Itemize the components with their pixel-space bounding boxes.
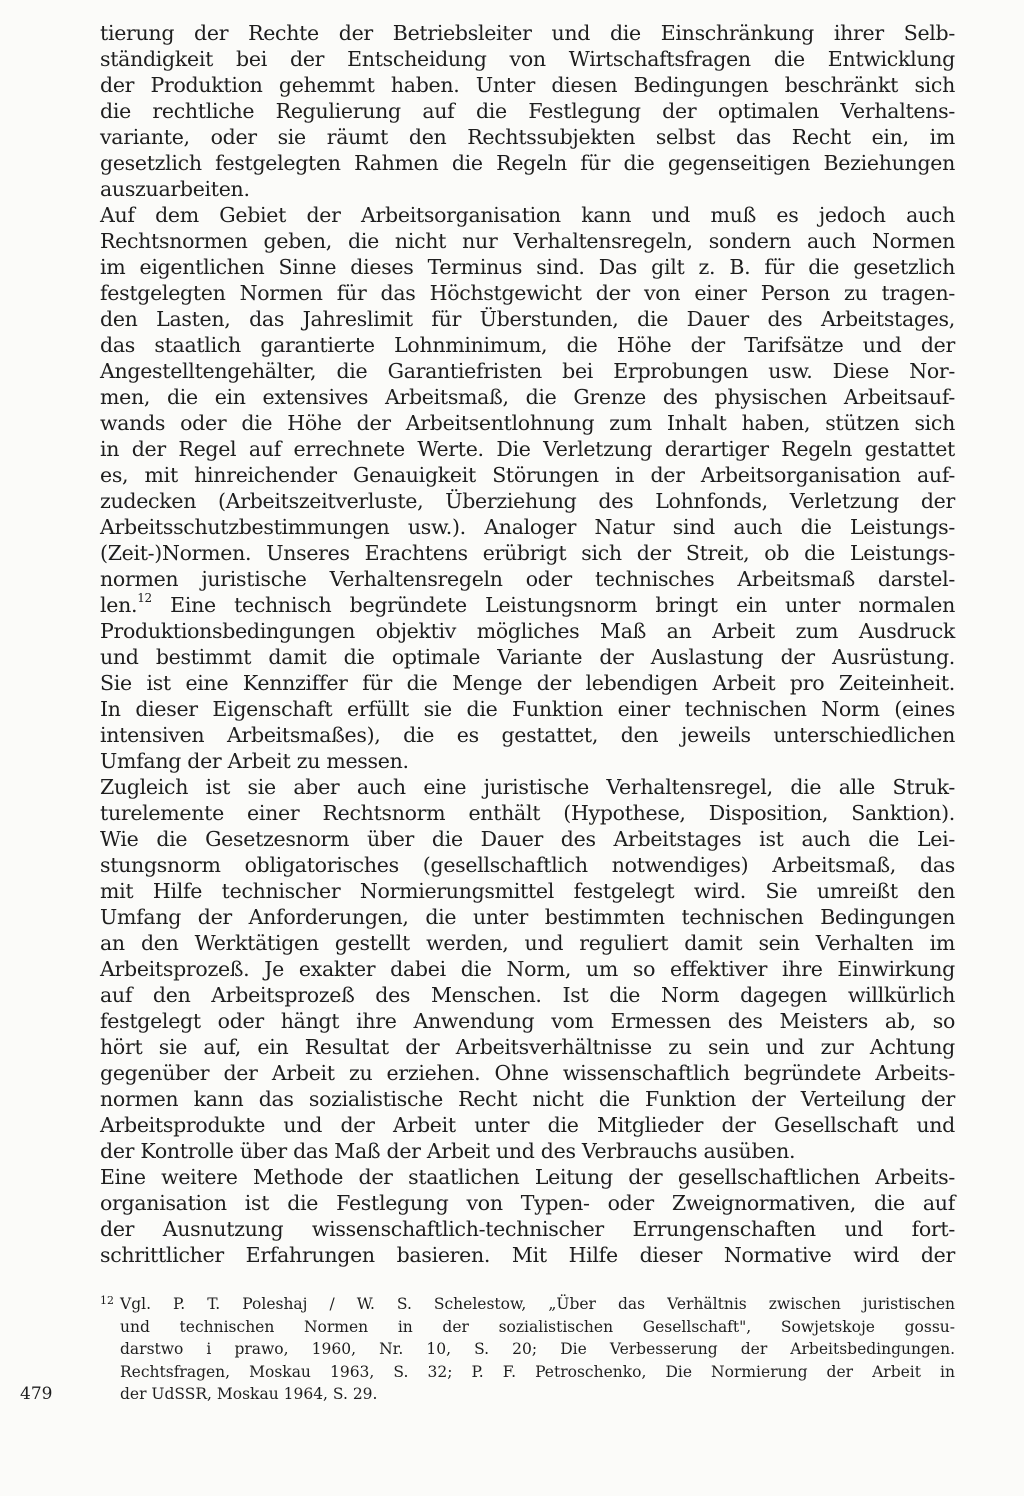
text-line: Produktionsbedingungen objektiv mögliches Maß an Arbeit zum Ausdruck <box>100 619 955 643</box>
paragraph-4 <box>100 1164 955 1268</box>
text-line: men, die ein extensives Arbeitsmaß, die Grenze des physischen Arbeitsauf- <box>100 385 955 409</box>
footnote-12 <box>100 1293 955 1406</box>
line-start: len. <box>100 593 138 617</box>
text-line: festgelegten Normen für das Höchstgewicht der von einer Person zu tragen- <box>100 281 955 305</box>
text-line: die rechtliche Regulierung auf die Festlegung der optimalen Verhaltens- <box>100 99 955 123</box>
text-line: variante, oder sie räumt den Rechtssubjekten selbst das Recht ein, im <box>100 125 955 149</box>
text-line: mit Hilfe technischer Normierungsmittel festgelegt wird. Sie umreißt den <box>100 879 955 903</box>
text-line: schrittlicher Erfahrungen basieren. Mit Hilfe dieser Normative wird der <box>100 1243 955 1267</box>
footnote-marker: 12 <box>100 1294 114 1307</box>
text-line: Auf dem Gebiet der Arbeitsorganisation kann und muß es jedoch auch <box>100 203 955 227</box>
text-line: hört sie auf, ein Resultat der Arbeitsverhältnisse zu sein und zur Achtung <box>100 1035 955 1059</box>
text-line: Umfang der Arbeit zu messen. <box>100 749 409 773</box>
text-line: normen juristische Verhaltensregeln oder technisches Arbeitsmaß darstel- <box>100 567 955 591</box>
text-line: in der Regel auf errechnete Werte. Die Verletzung derartiger Regeln gestattet <box>100 437 955 461</box>
footnote-line: Rechtsfragen, Moskau 1963, S. 32; P. F. Petroschenko, Die Normierung der Arbeit in <box>120 1362 955 1381</box>
text-line: Arbeitsschutzbestimmungen usw.). Analoger Natur sind auch die Leistungs- <box>100 515 955 539</box>
text-line: normen kann das sozialistische Recht nicht die Funktion der Verteilung der <box>100 1087 955 1111</box>
text-line: intensiven Arbeitsmaßes), die es gestattet, den jeweils unterschiedlichen <box>100 723 955 747</box>
text-line: das staatlich garantierte Lohnminimum, die Höhe der Tarifsätze und der <box>100 333 955 357</box>
text-line: auf den Arbeitsprozeß des Menschen. Ist die Norm dagegen willkürlich <box>100 983 955 1007</box>
footnotes <box>100 1293 955 1406</box>
text-line: zudecken (Arbeitszeitverluste, Überziehung des Lohnfonds, Verletzung der <box>100 489 955 513</box>
text-line: stungsnorm obligatorisches (gesellschaftlich notwendiges) Arbeitsmaß, das <box>100 853 955 877</box>
text-line: auszuarbeiten. <box>100 177 250 201</box>
text-line: im eigentlichen Sinne dieses Terminus sind. Das gilt z. B. für die gesetzlich <box>100 255 955 279</box>
footnote-line: darstwo i prawo, 1960, Nr. 10, S. 20; Die Verbesserung der Arbeitsbedingungen. <box>120 1340 955 1358</box>
paragraph-3 <box>100 774 955 1164</box>
footnote-line: der UdSSR, Moskau 1964, S. 29. <box>120 1385 378 1403</box>
text-line: tierung der Rechte der Betriebsleiter und die Einschränkung ihrer Selb- <box>100 21 955 45</box>
text-line: turelemente einer Rechtsnorm enthält (Hypothese, Disposition, Sanktion). <box>100 801 955 825</box>
line-rest: Eine technisch begründete Leistungsnorm bringt ein unter normalen <box>151 593 955 617</box>
text-line: und bestimmt damit die optimale Variante der Auslastung der Ausrüstung. <box>100 645 955 669</box>
paragraph-1 <box>100 20 955 202</box>
text-line: festgelegt oder hängt ihre Anwendung vom Ermessen des Meisters ab, so <box>100 1009 955 1033</box>
text-line: organisation ist die Festlegung von Typen- oder Zweignormativen, die auf <box>100 1191 955 1215</box>
body-text <box>100 20 955 1268</box>
text-line: den Lasten, das Jahreslimit für Überstunden, die Dauer des Arbeitstages, <box>100 307 955 331</box>
text-line: der Kontrolle über das Maß der Arbeit und des Verbrauchs ausüben. <box>100 1139 796 1163</box>
text-line: wands oder die Höhe der Arbeitsentlohnung zum Inhalt haben, stützen sich <box>100 411 955 435</box>
text-line: gesetzlich festgelegten Rahmen die Regeln für die gegenseitigen Beziehungen <box>100 151 955 175</box>
text-line: an den Werktätigen gestellt werden, und reguliert damit sein Verhalten im <box>100 931 955 955</box>
text-line: der Produktion gehemmt haben. Unter diesen Bedingungen beschränkt sich <box>100 73 955 97</box>
text-line: Zugleich ist sie aber auch eine juristische Verhaltensregel, die alle Struk- <box>100 775 955 799</box>
text-line: (Zeit-)Normen. Unseres Erachtens erübrigt sich der Streit, ob die Leistungs- <box>100 541 955 565</box>
text-line: Angestelltengehälter, die Garantiefristen bei Erprobungen usw. Diese Nor- <box>100 359 955 383</box>
text-line: Rechtsnormen geben, die nicht nur Verhaltensregeln, sondern auch Normen <box>100 229 955 253</box>
text-line: Wie die Gesetzesnorm über die Dauer des Arbeitstages ist auch die Lei- <box>100 827 955 851</box>
page-number: 479 <box>20 1384 53 1404</box>
text-line: Eine weitere Methode der staatlichen Leitung der gesellschaftlichen Arbeits- <box>100 1165 955 1189</box>
text-line: ständigkeit bei der Entscheidung von Wirtschaftsfragen die Entwicklung <box>100 47 955 71</box>
text-line: gegenüber der Arbeit zu erziehen. Ohne wissenschaftlich begründete Arbeits- <box>100 1061 955 1085</box>
footnote-reference: 12 <box>137 591 152 606</box>
text-line-with-footnote-ref <box>100 592 955 618</box>
text-line: Umfang der Anforderungen, die unter bestimmten technischen Bedingungen <box>100 905 955 929</box>
text-line: Arbeitsprodukte und der Arbeit unter die Mitglieder der Gesellschaft und <box>100 1113 955 1137</box>
text-line: Sie ist eine Kennziffer für die Menge der lebendigen Arbeit pro Zeiteinheit. <box>100 671 955 695</box>
text-line: Arbeitsprozeß. Je exakter dabei die Norm, um so effektiver ihre Einwirkung <box>100 957 955 981</box>
footnote-line: Vgl. P. T. Poleshaj / W. S. Schelestow, „Über das Verhältnis zwischen juristischen <box>120 1295 955 1313</box>
text-line: der Ausnutzung wissenschaftlich-technischer Errungenschaften und fort- <box>100 1217 955 1241</box>
text-line: In dieser Eigenschaft erfüllt sie die Funktion einer technischen Norm (eines <box>100 697 955 721</box>
footnote-line: und technischen Normen in der sozialistischen Gesellschaft", Sowjetskoje gossu- <box>120 1317 955 1336</box>
text-line: es, mit hinreichender Genauigkeit Störungen in der Arbeitsorganisation auf- <box>100 463 955 487</box>
paragraph-2 <box>100 202 955 774</box>
